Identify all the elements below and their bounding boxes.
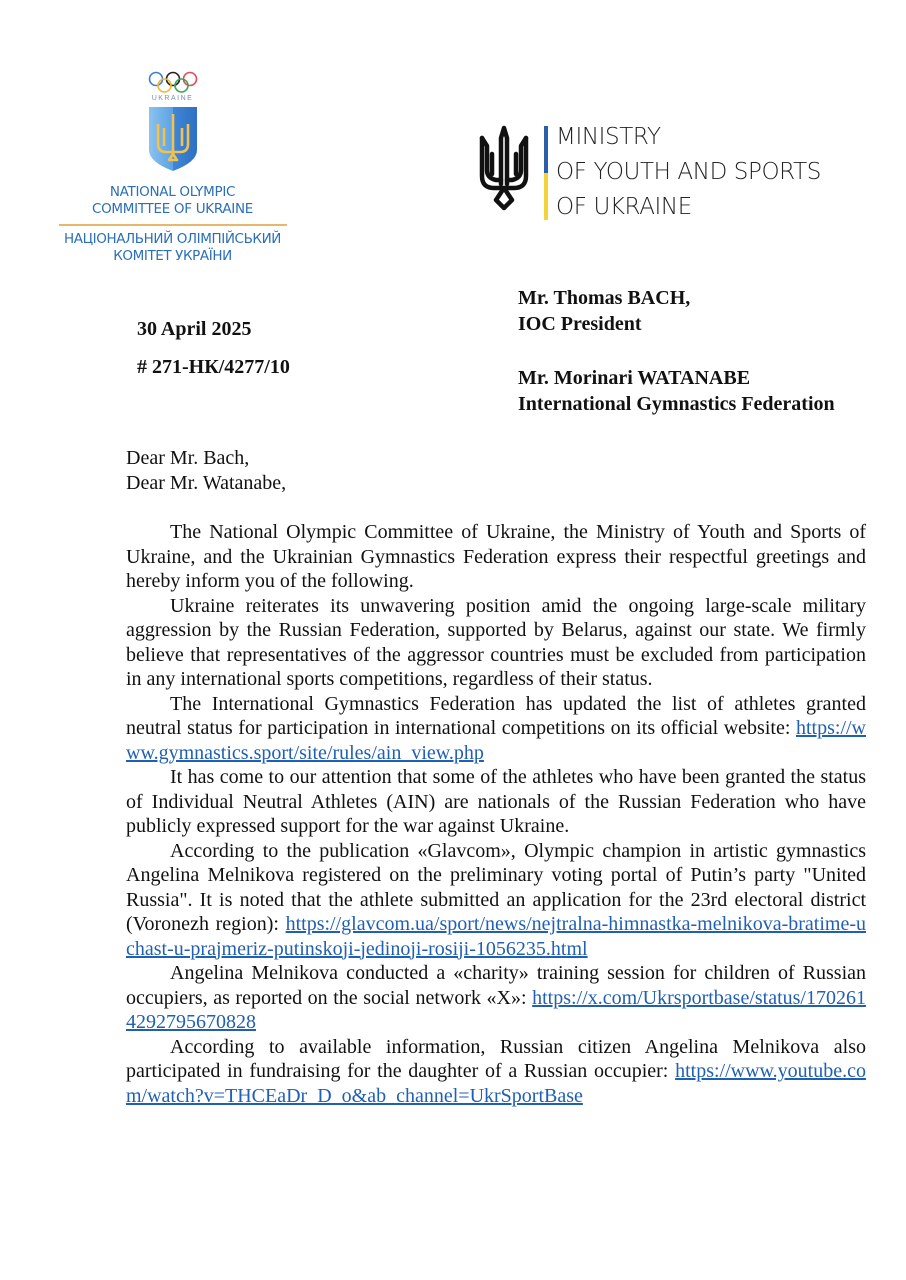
recipients-block — [518, 285, 835, 417]
paragraph: The National Olympic Committee of Ukraine, the Ministry of Youth and Sports of Ukraine, and the Ukrainian Gymnastics Federation express their respectful greetings and hereby inform you of the following. — [126, 521, 866, 592]
letter-paragraphs — [126, 520, 866, 1108]
recipient-title: International Gymnastics Federation — [518, 393, 835, 415]
glavcom-article-link[interactable]: https://glavcom.ua/sport/news/nejtralna-himnastka-melnikova-bratime-uchast-u-prajmeriz-putinskoji-jedinoji-rosiji-1056235.html — [126, 913, 866, 960]
salutation: Dear Mr. Bach, Dear Mr. Watanabe, — [126, 447, 287, 494]
recipient-name: Mr. Thomas BACH, — [518, 287, 691, 309]
recipient-name: Mr. Morinari WATANABE — [518, 367, 751, 389]
paragraph: The International Gymnastics Federation has updated the list of athletes granted neutral status for participation in international competitions on its official website: https://www.gymnastics.sport/site/rules/ain_view.php — [126, 692, 866, 764]
noc-rings-label: UKRAINE — [151, 95, 194, 102]
letter-body — [126, 446, 866, 1108]
noc-name-en: NATIONAL OLYMPIC COMMITTEE OF UKRAINE — [91, 184, 254, 217]
paragraph: It has come to our attention that some of the athletes who have been granted the status of Individual Neutral Athletes (AIN) are nationals of the Russian Federation who have publicly expressed support for the war against Ukraine. — [126, 766, 866, 837]
reference-number: # 271-НК/4277/10 — [137, 356, 290, 378]
noc-shield-trident-icon — [148, 106, 198, 172]
paragraph: Angelina Melnikova conducted a «charity» training session for children of Russian occupiers, as reported on the social network «X»: https://x.com/Ukrsportbase/status/1702614292795670828 — [126, 962, 866, 1033]
noc-name-ua: НАЦІОНАЛЬНИЙ ОЛІМПІЙСЬКИЙ КОМІТЕТ УКРАЇНИ — [63, 231, 282, 264]
olympic-rings-icon — [147, 70, 199, 94]
paragraph: According to available information, Russian citizen Angelina Melnikova also participated in fundraising for the daughter of a Russian occupier: https://www.youtube.com/watch?v=THCEaDr_D_o&ab_channel=UkrSportBase — [126, 1035, 866, 1107]
paragraph: Ukraine reiterates its unwavering position amid the ongoing large-scale military aggression by the Russian Federation, supported by Belarus, against our state. We firmly believe that representatives of the aggressor countries must be excluded from participation in any international sports competitions, regardless of their status. — [126, 594, 866, 690]
recipient-title: IOC President — [518, 313, 642, 335]
youtube-video-link[interactable]: https://www.youtube.com/watch?v=THCEaDr_D_o&ab_channel=UkrSportBase — [126, 1060, 866, 1107]
paragraph: According to the publication «Glavcom», Olympic champion in artistic gymnastics Angelina Melnikova registered on the preliminary voting portal of Putin’s party "United Russia". It is noted that the athlete submitted an application for the 23rd electoral district (Voronezh region): https://glavcom.ua/sport/news/nejtralna-himnastka-melnikova-bratime-uchast-u-prajmeriz-putinskoji-jedinoji-rosiji-1056235.html — [126, 839, 866, 960]
ukraine-flag-bar — [544, 126, 548, 220]
trident-emblem-icon — [478, 124, 530, 212]
x-post-link[interactable]: https://x.com/Ukrsportbase/status/1702614292795670828 — [126, 986, 866, 1033]
gymnastics-ain-link[interactable]: https://www.gymnastics.sport/site/rules/ain_view.php — [126, 717, 866, 764]
ministry-name: MINISTRY OF YOUTH AND SPORTS OF UKRAINE — [556, 124, 821, 220]
noc-logo — [55, 70, 290, 265]
letter-date: 30 April 2025 — [137, 318, 252, 340]
noc-separator — [59, 224, 287, 226]
ministry-logo — [478, 124, 821, 225]
